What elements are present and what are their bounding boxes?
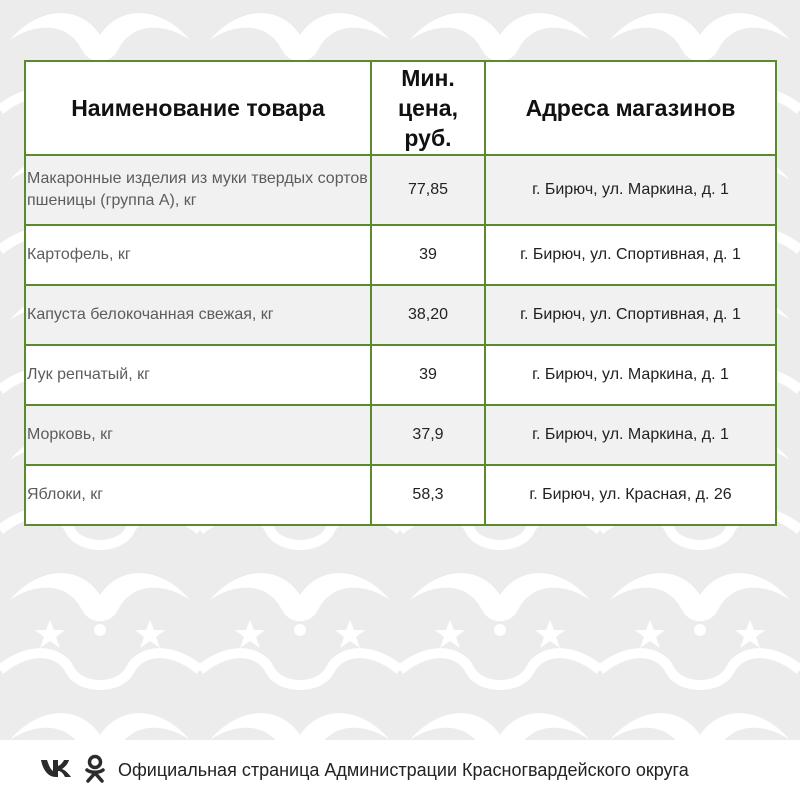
header-min-price-line-1: Мин. [401,65,455,91]
vk-icon[interactable] [40,758,74,783]
footer-caption: Официальная страница Администрации Красногвардейского округа [118,760,689,780]
table-row [25,155,776,225]
product-price: 58,3 [371,465,485,525]
table-row [25,345,776,405]
product-price: 37,9 [371,405,485,465]
header-min-price-line-3: руб. [404,125,452,151]
ok-icon[interactable] [84,754,106,789]
table-row [25,285,776,345]
product-price: 77,85 [371,155,485,225]
product-price: 39 [371,345,485,405]
footer [0,740,800,800]
price-table-container [24,60,776,526]
product-price: 39 [371,225,485,285]
table-row [25,405,776,465]
store-address: г. Бирюч, ул. Маркина, д. 1 [485,345,776,405]
store-address: г. Бирюч, ул. Спортивная, д. 1 [485,285,776,345]
table-row [25,225,776,285]
header-min-price [371,61,485,155]
store-address: г. Бирюч, ул. Спортивная, д. 1 [485,225,776,285]
product-name: Морковь, кг [25,405,371,465]
product-name: Капуста белокочанная свежая, кг [25,285,371,345]
store-address: г. Бирюч, ул. Маркина, д. 1 [485,155,776,225]
store-address: г. Бирюч, ул. Маркина, д. 1 [485,405,776,465]
header-product-name: Наименование товара [25,61,371,155]
header-min-price-line-2: цена, [397,95,458,121]
table-header-row [25,61,776,155]
table-row [25,465,776,525]
price-table [24,60,777,526]
product-name: Макаронные изделия из муки твердых сортов пшеницы (группа А), кг [25,155,371,225]
product-name: Лук репчатый, кг [25,345,371,405]
product-price: 38,20 [371,285,485,345]
store-address: г. Бирюч, ул. Красная, д. 26 [485,465,776,525]
product-name: Картофель, кг [25,225,371,285]
header-store-addresses: Адреса магазинов [485,61,776,155]
product-name: Яблоки, кг [25,465,371,525]
